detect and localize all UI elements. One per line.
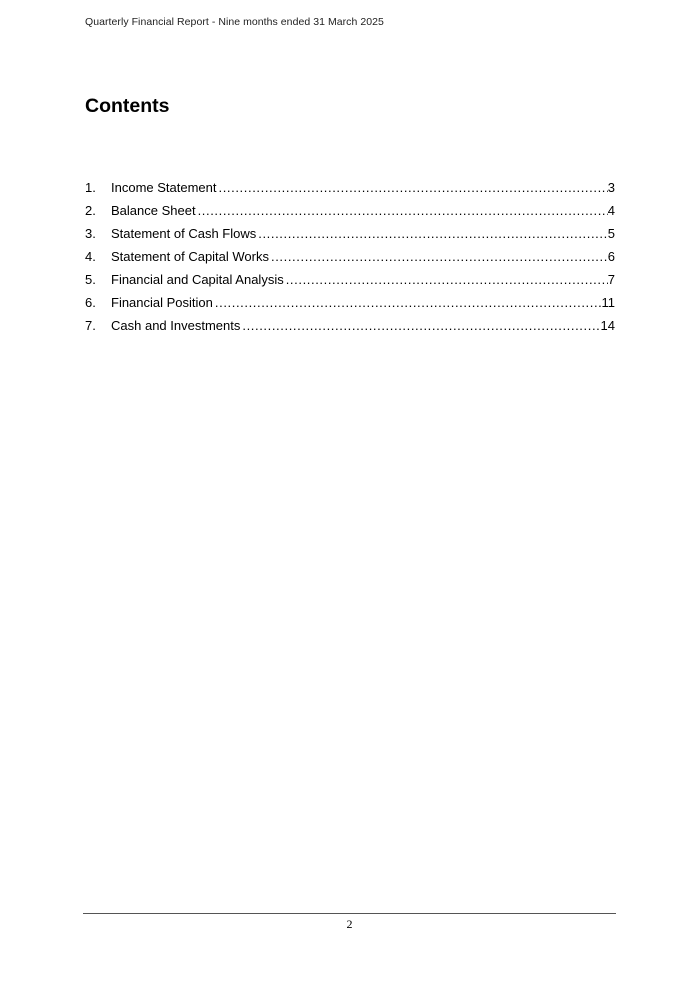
- toc-entry-title[interactable]: Cash and Investments: [111, 318, 241, 333]
- page-title: Contents: [85, 95, 170, 117]
- dot-leader: [213, 294, 602, 312]
- toc-entry-page[interactable]: 3: [607, 180, 615, 195]
- toc-entry-cash-and-investments[interactable]: [85, 317, 615, 340]
- toc-entry-statement-of-capital-works[interactable]: [85, 248, 615, 271]
- toc-entry-financial-position[interactable]: [85, 294, 615, 317]
- running-header: Quarterly Financial Report - Nine months ended 31 March 2025: [85, 16, 384, 28]
- toc-entry-page[interactable]: 6: [607, 249, 615, 264]
- table-of-contents: [85, 179, 615, 340]
- page-number: 2: [346, 917, 353, 931]
- toc-entry-title[interactable]: Statement of Cash Flows: [111, 226, 257, 241]
- toc-entry-financial-and-capital-analysis[interactable]: [85, 271, 615, 294]
- toc-entry-title[interactable]: Statement of Capital Works: [111, 249, 269, 264]
- toc-entry-number: 4.: [85, 249, 96, 264]
- toc-entry-number: 6.: [85, 295, 96, 310]
- dot-leader: [256, 225, 608, 243]
- toc-entry-page[interactable]: 14: [600, 318, 615, 333]
- dot-leader: [284, 271, 608, 289]
- dot-leader: [240, 317, 600, 335]
- toc-entry-number: 7.: [85, 318, 96, 333]
- toc-entry-title[interactable]: Balance Sheet: [111, 203, 196, 218]
- toc-entry-page[interactable]: 5: [607, 226, 615, 241]
- toc-entry-page[interactable]: 11: [601, 295, 615, 310]
- dot-leader: [196, 202, 608, 220]
- toc-entry-page[interactable]: 7: [607, 272, 615, 287]
- dot-leader: [269, 248, 608, 266]
- toc-entry-number: 5.: [85, 272, 96, 287]
- toc-entry-income-statement[interactable]: [85, 179, 615, 202]
- toc-entry-title[interactable]: Financial and Capital Analysis: [111, 272, 284, 287]
- toc-entry-title[interactable]: Income Statement: [111, 180, 217, 195]
- toc-entry-page[interactable]: 4: [607, 203, 615, 218]
- toc-entry-statement-of-cash-flows[interactable]: [85, 225, 615, 248]
- toc-entry-balance-sheet[interactable]: [85, 202, 615, 225]
- toc-entry-number: 1.: [85, 180, 96, 195]
- footer-divider: [83, 913, 616, 914]
- dot-leader: [217, 179, 608, 197]
- toc-entry-number: 3.: [85, 226, 96, 241]
- toc-entry-title[interactable]: Financial Position: [111, 295, 213, 310]
- toc-entry-number: 2.: [85, 203, 96, 218]
